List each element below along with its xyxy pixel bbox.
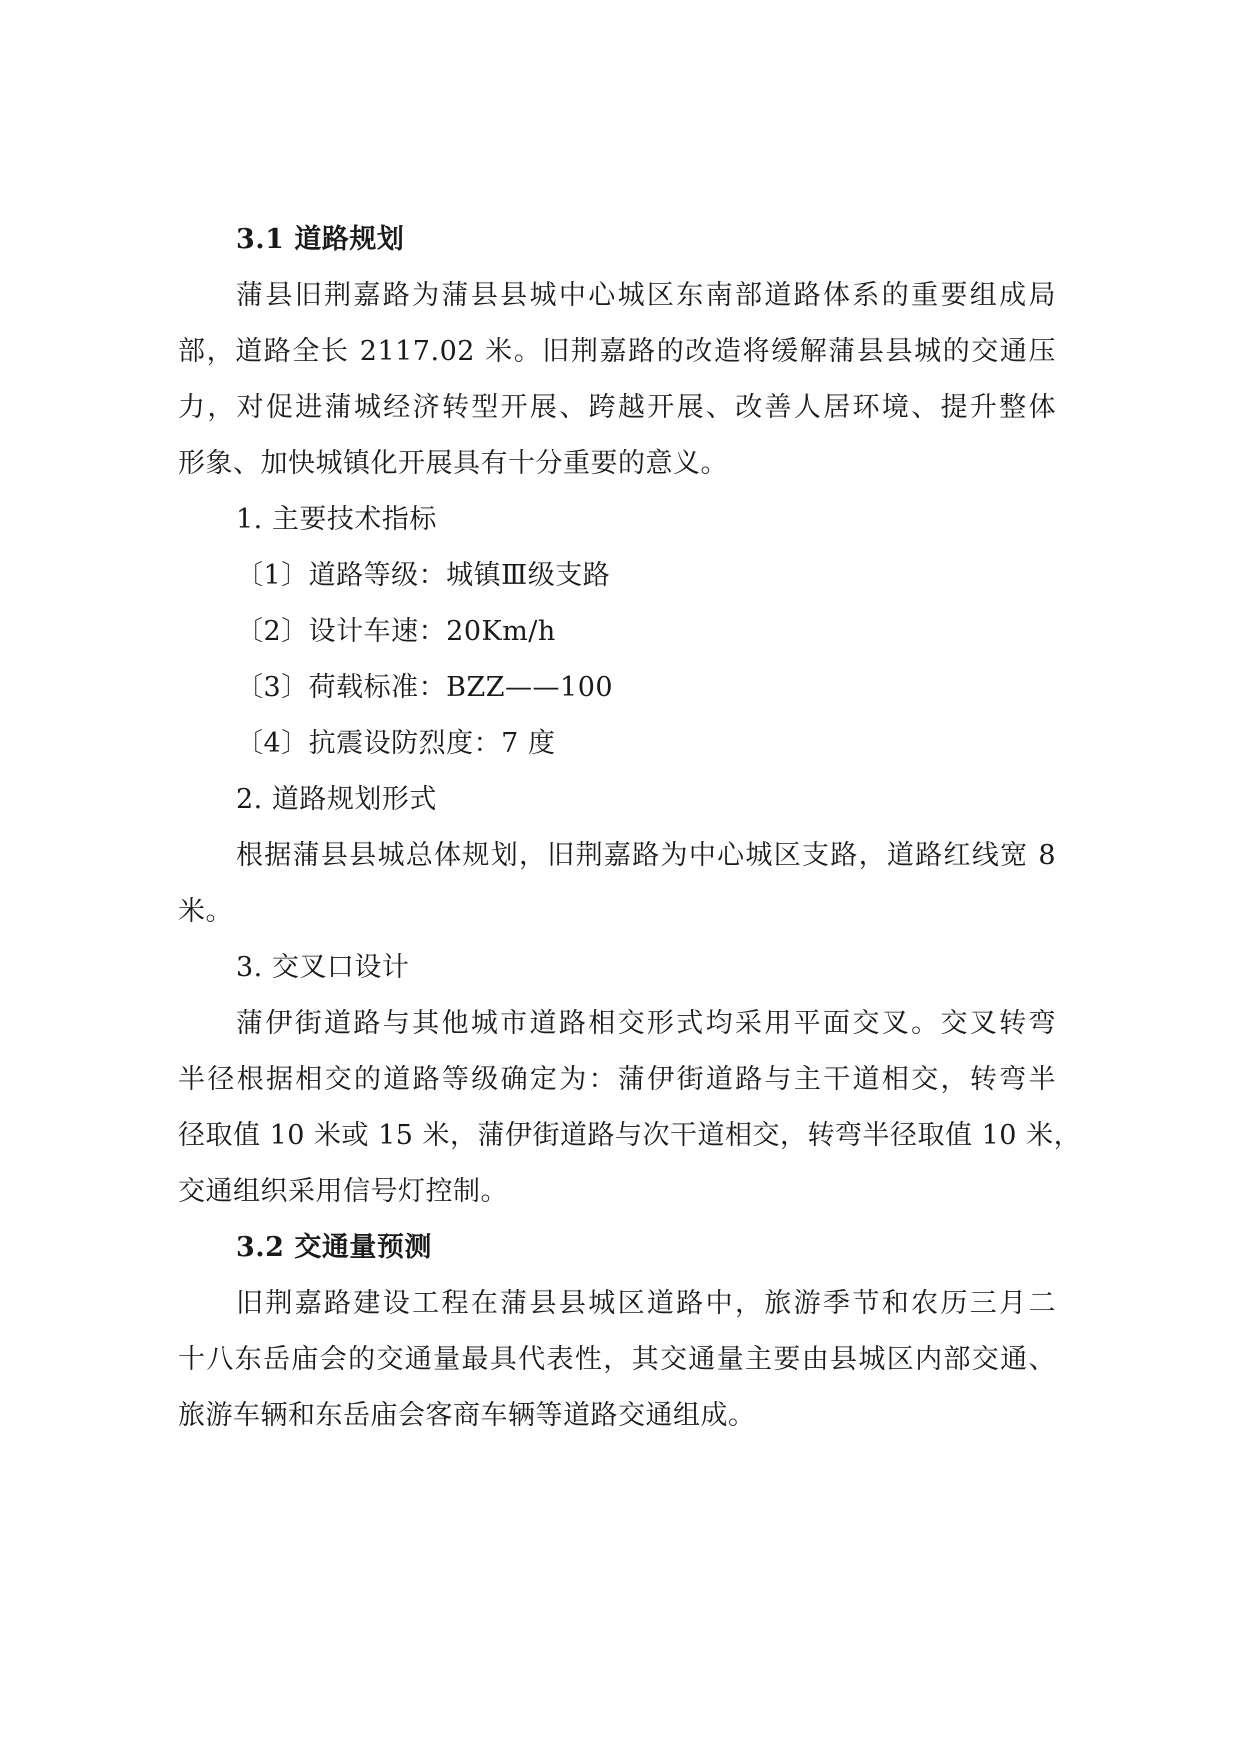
section-heading: 3.2 交通量预测 (236, 1232, 432, 1263)
paragraph-line: 旧荆嘉路建设工程在蒲县县城区道路中，旅游季节和农历三月二 (236, 1288, 1056, 1319)
paragraph-line: 蒲县旧荆嘉路为蒲县县城中心城区东南部道路体系的重要组成局 (236, 280, 1056, 311)
paragraph-line: 米。 (178, 896, 233, 927)
subsection-title: 3. 交叉口设计 (236, 952, 410, 983)
subsection-title: 1. 主要技术指标 (236, 504, 437, 535)
paragraph-line: 旅游车辆和东岳庙会客商车辆等道路交通组成。 (178, 1400, 756, 1431)
paragraph-line: 径取值 10 米或 15 米，蒲伊街道路与次干道相交，转弯半径取值 10 米， (178, 1120, 1082, 1151)
indicator-item: 〔2〕设计车速：20Km/h (236, 616, 556, 647)
subsection-title: 2. 道路规划形式 (236, 784, 437, 815)
paragraph-line: 力，对促进蒲城经济转型开展、跨越开展、改善人居环境、提升整体 (178, 392, 1056, 423)
paragraph-line: 蒲伊街道路与其他城市道路相交形式均采用平面交叉。交叉转弯 (236, 1008, 1056, 1039)
paragraph-line: 根据蒲县县城总体规划，旧荆嘉路为中心城区支路，道路红线宽 8 (236, 840, 1056, 871)
indicator-item: 〔4〕抗震设防烈度：7 度 (236, 728, 556, 759)
paragraph-line: 部，道路全长 2117.02 米。旧荆嘉路的改造将缓解蒲县县城的交通压 (178, 336, 1056, 367)
paragraph-line: 半径根据相交的道路等级确定为：蒲伊街道路与主干道相交，转弯半 (178, 1064, 1056, 1095)
section-heading: 3.1 道路规划 (236, 224, 405, 255)
indicator-item: 〔1〕道路等级：城镇Ⅲ级支路 (236, 560, 611, 591)
paragraph-line: 交通组织采用信号灯控制。 (178, 1176, 508, 1207)
paragraph-line: 十八东岳庙会的交通量最具代表性，其交通量主要由县城区内部交通、 (178, 1344, 1056, 1375)
paragraph-line: 形象、加快城镇化开展具有十分重要的意义。 (178, 448, 728, 479)
indicator-item: 〔3〕荷载标准：BZZ——100 (236, 672, 614, 703)
